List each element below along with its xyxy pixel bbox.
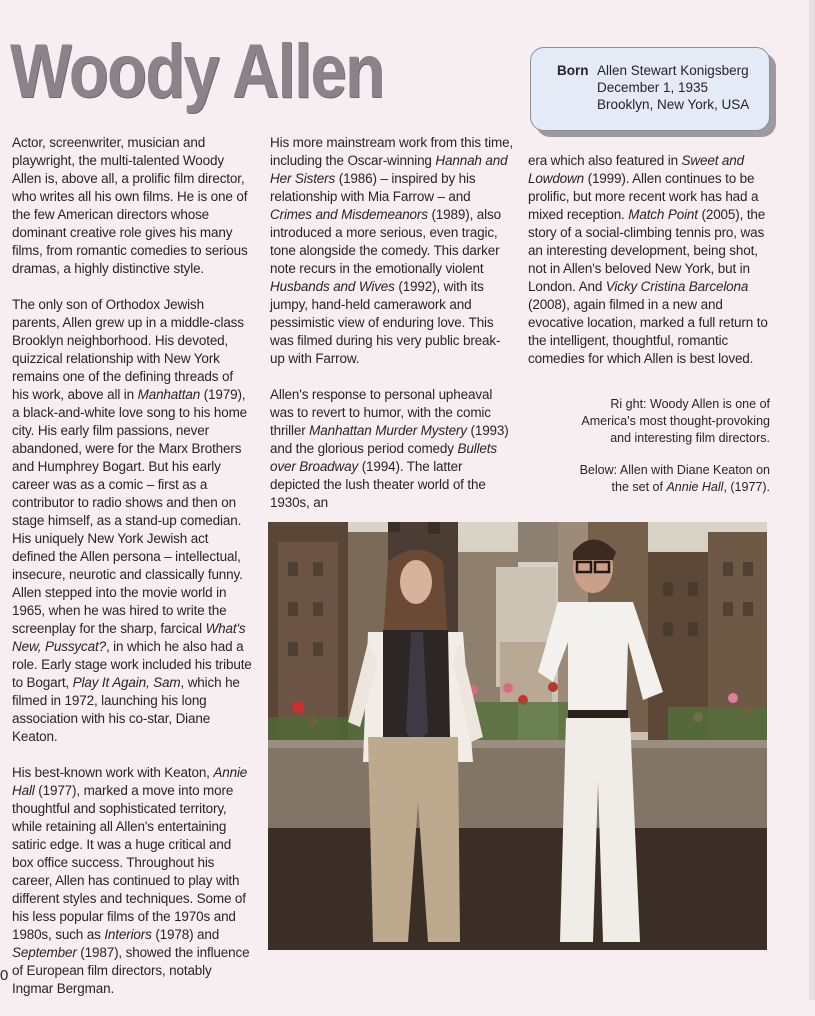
born-info-box: [530, 47, 770, 131]
paragraph-mainstream: His more mainstream work from this time, including the Oscar-winning Hannah and Her Sisters (1986) – inspired by his relationship with Mia Farrow – and Crimes and Misdemeanors (1989), also introduced a more serious, even tragic, tone alongside the comedy. This darker note recurs in the emotionally violent Husbands and Wives (1992), with its jumpy, hand-held camerawork and pessimistic view of enduring love. This was filmed during his very public break-up with Farrow.: [270, 135, 514, 366]
text-column-2: [270, 134, 515, 530]
born-date: December 1, 1935: [597, 80, 709, 95]
born-label: Born: [557, 63, 589, 78]
paragraph-humor: Allen's response to personal upheaval was to revert to humor, with the comic thriller Manhattan Murder Mystery (1993) and the glorious period comedy Bullets over Broadway (1994). The latter depicted the lush theater world of the 1930s, an: [270, 387, 509, 510]
caption-below: Below: Allen with Diane Keaton on the set of Annie Hall, (1977).: [579, 463, 770, 494]
page-title: Woody Allen: [10, 29, 384, 114]
page-number: 0: [0, 967, 9, 984]
paragraph-keaton: His best-known work with Keaton, Annie Hall (1977), marked a move into more thoughtful and sophisticated territory, while retaining all Allen's entertaining satiric edge. It was a huge critical and box office success. Throughout his career, Allen has continued to play with different styles and techniques. Some of his less popular films of the 1970s and 1980s, such as Interiors (1978) and September (1987), showed the influence of European film directors, notably Ingmar Bergman.: [12, 765, 250, 996]
paragraph-early-life: The only son of Orthodox Jewish parents, Allen grew up in a middle-class Brooklyn neighborhood. His devoted, quizzical relationship with New York remains one of the defining threads of his work, above all in Manhattan (1979), a black-and-white love song to his home city. His early film passions, never abandoned, were for the Marx Brothers and Humphrey Bogart. But his early career was as a comic – first as a contributor to radio shows and then on stage himself, as a stand-up comedian. His uniquely New York Jewish act defined the Allen persona – intellectual, insecure, neurotic and classically funny. Allen stepped into the movie world in 1965, when he was hired to write the screenplay for the sharp, farcical What's New, Pussycat?, in which he also had a role. Early stage work included his tribute to Bogart, Play It Again, Sam, which he filmed in 1972, launching his long association with his co-star, Diane Keaton.: [12, 297, 252, 744]
photo-illustration: [268, 522, 767, 950]
paragraph-recent: era which also featured in Sweet and Lowdown (1999). Allen continues to be prolific, but more recent work has had a mixed reception. Match Point (2005), the story of a social-climbing tennis pro, was an interesting development, being shot, not in Allen's beloved New York, but in London. And Vicky Cristina Barcelona (2008), again filmed in a new and evocative location, marked a full return to the intelligent, thoughtful, romantic comedies for which Allen is best loved.: [528, 153, 768, 366]
born-name: Allen Stewart Konigsberg: [597, 63, 749, 78]
paragraph-intro: Actor, screenwriter, musician and playwright, the multi-talented Woody Allen is, above all, a prolific film director, who writes all his own films. He is one of the few American directors whose dominant creative role gives his many films, from romantic comedies to serious dramas, a highly distinctive style.: [12, 135, 248, 276]
caption-right: Ri ght: Woody Allen is one of America's most thought-provoking and interesting film directors.: [581, 397, 770, 445]
text-column-1: [12, 134, 252, 1016]
text-column-3: [528, 152, 773, 386]
film-still-photo: [268, 522, 767, 950]
born-details: [597, 62, 749, 113]
born-place: Brooklyn, New York, USA: [597, 97, 750, 112]
page-edge: [809, 0, 815, 1000]
